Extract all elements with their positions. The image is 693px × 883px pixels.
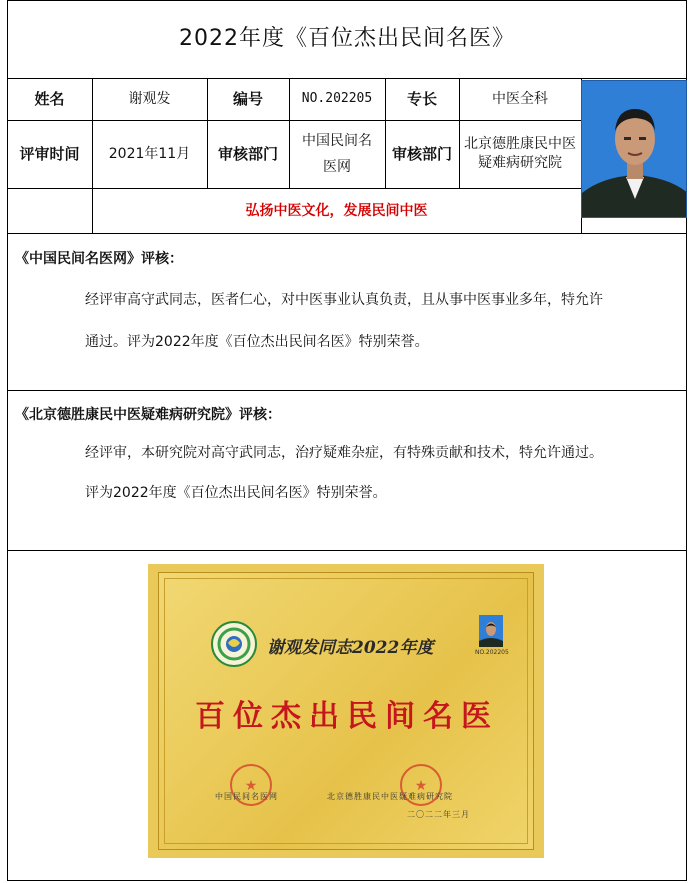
name-label: 姓名 [34,90,65,108]
association-logo-icon [211,621,257,667]
number-label: 编号 [232,90,263,108]
review-dept-value-1: 中国民间名医网 [302,133,372,175]
portrait-photo [581,80,687,218]
section1-line2: 通过。评为2022年度《百位杰出民间名医》特别荣誉。 [85,334,429,350]
review-time-value: 2021年11月 [108,146,191,162]
number-value: NO.202205 [301,91,373,106]
certificate-photo-number: NO.202205 [475,649,509,656]
section1-heading: 《中国民间名医网》评核： [15,251,183,267]
certificate-org-right: 北京德胜康民中医疑难病研究院 [327,792,453,801]
review-time-label: 评审时间 [19,145,80,163]
specialty-label: 专长 [406,90,437,108]
award-record-document [7,0,687,883]
section2-line2: 评为2022年度《百位杰出民间名医》特别荣誉。 [85,485,387,501]
certificate-org-left: 中国民间名医网 [215,792,278,801]
certificate-photo [479,615,503,647]
certificate-header: 谢观发同志2022年度 [267,638,434,658]
certificate-image [148,564,544,858]
page-title: 2022年度《百位杰出民间名医》 [179,26,515,51]
section1-line1: 经评审高守武同志，医者仁心，对中医事业认真负责，且从事中医事业多年，特允许 [85,292,603,308]
certificate-main-title: 百位杰出民间名医 [195,699,499,734]
slogan: 弘扬中医文化，发展民间中医 [245,202,428,219]
section2-line1: 经评审，本研究院对高守武同志，治疗疑难杂症，有特殊贡献和技术，特允许通过。 [85,445,603,461]
review-dept-value-2: 北京德胜康民中医疑难病研究院 [464,136,576,171]
section2-heading: 《北京德胜康民中医疑难病研究院》评核： [15,407,281,423]
svg-text:★: ★ [414,778,428,794]
specialty-value: 中医全科 [492,91,548,107]
svg-text:★: ★ [244,778,258,794]
review-dept-label-1: 审核部门 [217,145,278,163]
certificate-date: 二〇二二年三月 [407,810,470,819]
review-dept-label-2: 审核部门 [391,145,452,163]
name-value: 谢观发 [128,91,171,107]
